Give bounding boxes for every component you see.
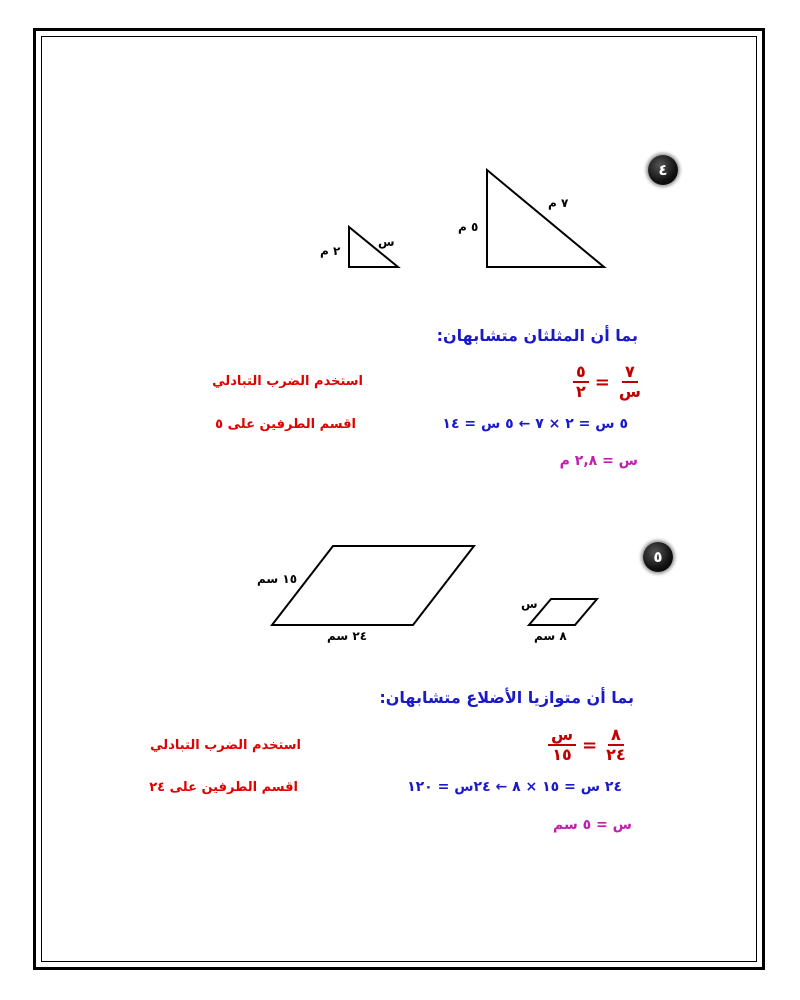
problem-4-answer: س = ٢,٨ م — [559, 453, 638, 469]
problem-5-fraction-right — [548, 726, 576, 764]
fraction-denominator: ١٥ — [552, 745, 572, 764]
problem-4-cross-multiply-note: استخدم الضرب التبادلي — [212, 374, 363, 389]
big-parallelogram — [272, 546, 474, 625]
small-parallelogram-base-label: ٨ سم — [534, 629, 567, 643]
small-triangle-hypotenuse-label: س — [378, 235, 395, 249]
problem-5-heading: بما أن متوازيا الأضلاع متشابهان: — [379, 688, 634, 707]
problem-5-fraction-left — [603, 726, 629, 764]
big-triangle-hypotenuse-label: ٧ م — [548, 196, 569, 210]
problem-4-equation: ٥ س = ٢ × ٧ ← ٥ س = ١٤ — [442, 416, 628, 432]
problem-4-proportion — [573, 363, 644, 401]
fraction-numerator: ٥ — [573, 363, 589, 383]
small-parallelogram — [529, 599, 597, 625]
problem-5-number-badge: ٥ — [643, 542, 673, 572]
small-triangle-vertical-label: ٢ م — [320, 244, 341, 258]
problem-4-divide-note: اقسم الطرفين على ٥ — [215, 417, 356, 432]
fraction-numerator: ٧ — [622, 363, 638, 383]
big-triangle — [487, 170, 604, 267]
small-parallelogram-side-label: س — [521, 597, 538, 611]
big-parallelogram-side-label: ١٥ سم — [257, 572, 298, 586]
problem-5-proportion — [548, 726, 629, 764]
problem-5-answer: س = ٥ سم — [553, 817, 632, 833]
fraction-denominator: ٢ — [576, 382, 586, 401]
problem-4-heading: بما أن المثلثان متشابهان: — [436, 326, 638, 345]
problem-4-fraction-left — [616, 363, 644, 401]
equals-sign: = — [582, 734, 598, 756]
fraction-denominator: ٢٤ — [606, 745, 626, 764]
big-parallelogram-base-label: ٢٤ سم — [327, 629, 368, 643]
problem-4-number-badge: ٤ — [648, 155, 678, 185]
problem-5-cross-multiply-note: استخدم الضرب التبادلي — [150, 738, 301, 753]
fraction-numerator: ٨ — [608, 726, 624, 746]
problem-5-equation: ٢٤ س = ١٥ × ٨ ← ٢٤س = ١٢٠ — [407, 779, 622, 795]
problem-4-fraction-right — [573, 363, 589, 401]
equals-sign: = — [594, 371, 610, 393]
fraction-denominator: س — [618, 382, 641, 401]
problem-5-divide-note: اقسم الطرفين على ٢٤ — [149, 780, 298, 795]
big-triangle-vertical-label: ٥ م — [458, 220, 479, 234]
fraction-numerator: س — [548, 726, 576, 746]
